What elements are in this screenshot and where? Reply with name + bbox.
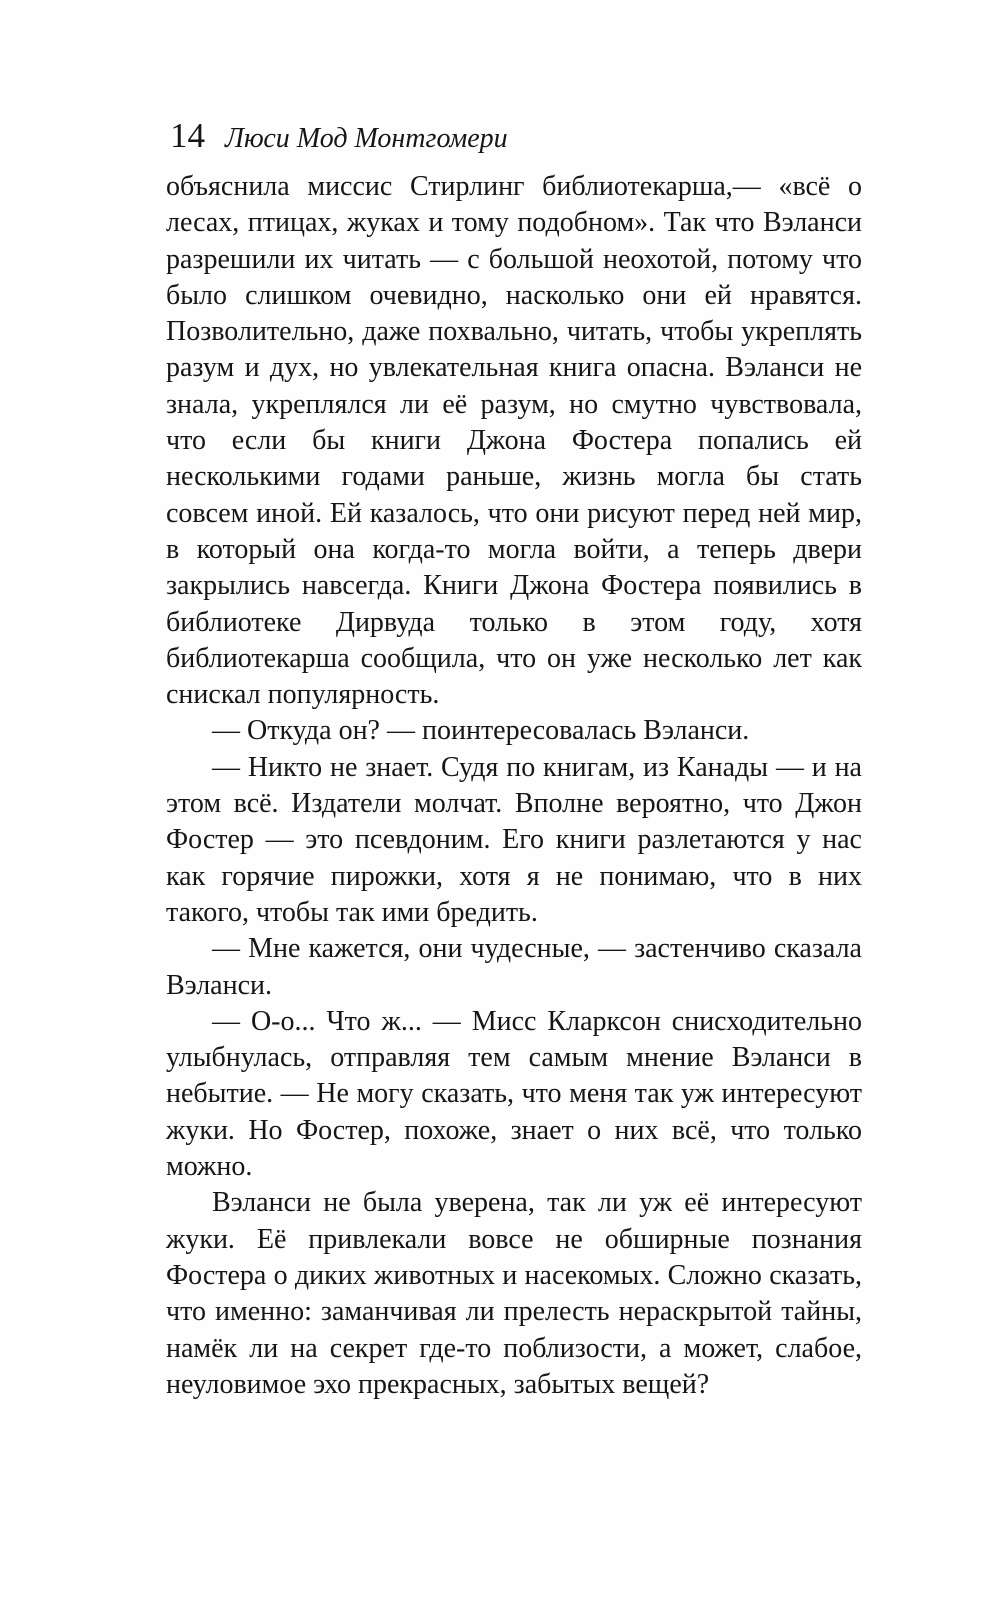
running-header-title: Люси Мод Монтгомери — [225, 123, 508, 154]
paragraph: — Откуда он? — поинтересовалась Вэланси. — [212, 715, 750, 747]
paragraph: Вэланси не была уверена, так ли уж её интересуют жуки. Её привлекали вовсе не обширные познания Фостера о диких животных и насекомых. Сложно сказать, что именно: заманчивая ли прелесть нераскрытой тайны, намёк ли на секрет где-то поблизости, а может, слабое, неуловимое эхо прекрасных, забытых вещей? — [166, 1187, 862, 1400]
paragraph: — Никто не знает. Судя по книгам, из Канады — и на этом всё. Издатели молчат. Вполне вероятно, что Джон Фостер — это псевдоним. Его книги разлетаются у нас как горячие пирожки, хотя я не понимаю, что в них такого, чтобы так ими бредить. — [166, 751, 862, 928]
running-header — [170, 118, 862, 153]
paragraph: — Мне кажется, они чудесные, — застенчиво сказала Вэланси. — [166, 933, 862, 1001]
page-number: 14 — [170, 116, 205, 155]
paragraph: — О-о... Что ж... — Мисс Кларксон снисходительно улыбнулась, отправляя тем самым мнение Вэланси в небытие. — Не могу сказать, что меня так уж интересуют жуки. Но Фостер, похоже, знает о них всё, что только можно. — [166, 1005, 862, 1183]
page-content — [166, 118, 862, 1403]
page-body — [166, 169, 862, 1403]
paragraph: объяснила миссис Стирлинг библиотекарша,— «всё о лесах, птицах, жуках и тому подобном». Так что Вэланси разрешили их читать — с большой неохотой, потому что было слишком очевидно, насколько они ей нравятся. Позволительно, даже похвально, читать, чтобы укреплять разум и дух, но увлекательная книга опасна. Вэланси не знала, укреплялся ли её разум, но смутно чувствовала, что если бы книги Джона Фостера попались ей несколькими годами раньше, жизнь могла бы стать совсем иной. Ей казалось, что они рисуют перед ней мир, в который она когда-то могла войти, а теперь двери закрылись навсегда. Книги Джона Фостера появились в библиотеке Дирвуда только в этом году, хотя библиотекарша сообщила, что он уже несколько лет как снискал популярность. — [166, 171, 862, 711]
